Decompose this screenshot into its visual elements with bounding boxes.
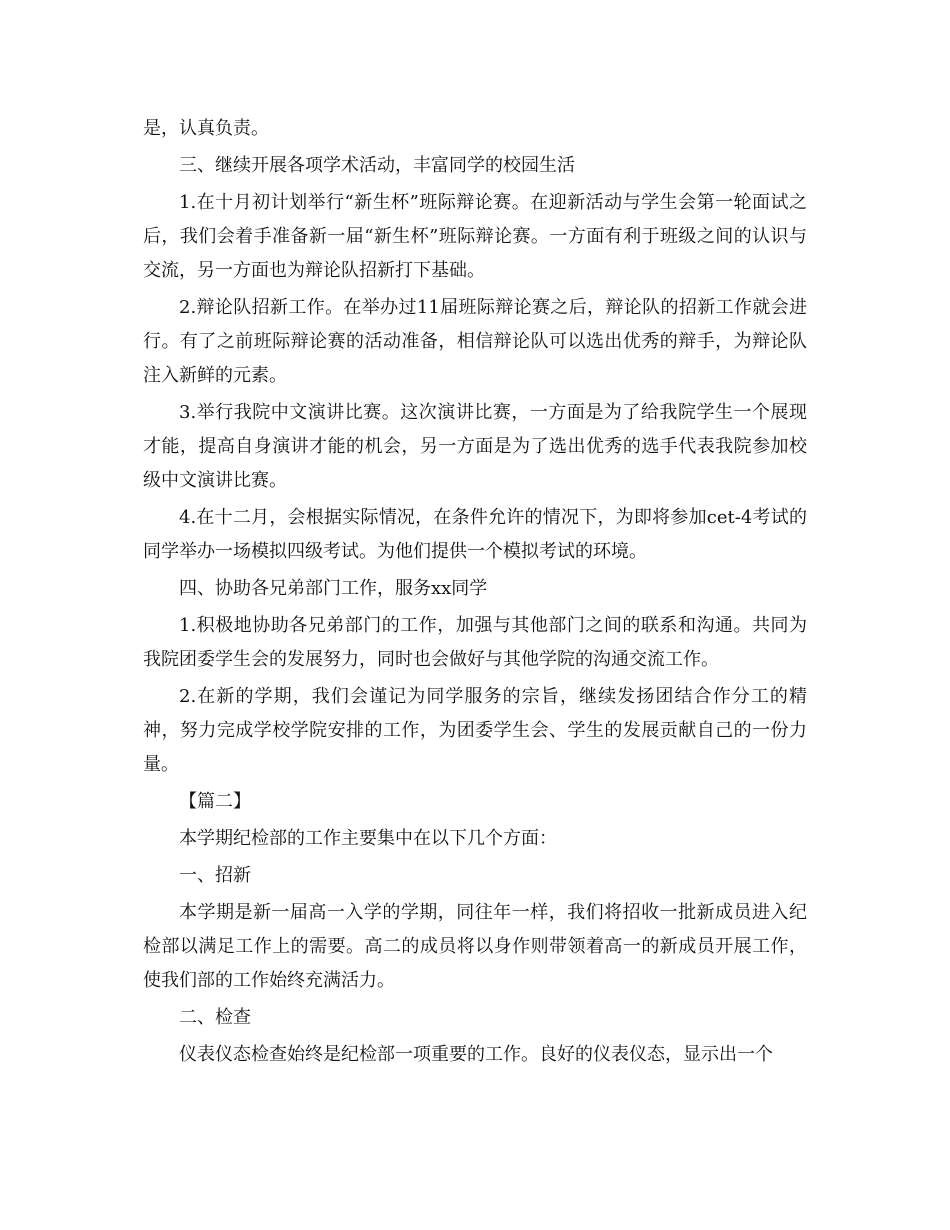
paragraph-item-5: 1.积极地协助各兄弟部门的工作，加强与其他部门之间的联系和沟通。共同为我院团委学生会的发展努力，同时也会做好与其他学院的沟通交流工作。 xyxy=(143,615,807,670)
paragraph-continuation: 是，认真负责。 xyxy=(143,118,269,139)
paragraph-item-4: 4.在十二月，会根据实际情况，在条件允许的情况下，为即将参加cet-4考试的同学举办一场模拟四级考试。为他们提供一个模拟考试的环境。 xyxy=(143,507,807,562)
paragraph-item-6: 2.在新的学期，我们会谨记为同学服务的宗旨，继续发扬团结合作分工的精神，努力完成学校学院安排的工作，为团委学生会、学生的发展贡献自己的一份力量。 xyxy=(143,686,807,775)
paragraph-item-1: 1.在十月初计划举行“新生杯”班际辩论赛。在迎新活动与学生会第一轮面试之后，我们会着手准备新一届“新生杯”班际辩论赛。一方面有利于班级之间的认识与交流，另一方面也为辩论队招新打下基础。 xyxy=(143,192,807,281)
paragraph-item-3: 3.举行我院中文演讲比赛。这次演讲比赛，一方面是为了给我院学生一个展现才能，提高自身演讲才能的机会，另一方面是为了选出优秀的选手代表我院参加校级中文演讲比赛。 xyxy=(143,402,807,491)
section-heading-inspect: 二、检查 xyxy=(179,1007,251,1028)
section-heading-4: 四、协助各兄弟部门工作，服务xx同学 xyxy=(179,578,488,599)
paragraph-intro: 本学期纪检部的工作主要集中在以下几个方面： xyxy=(179,828,557,849)
document-body xyxy=(143,112,807,1075)
part-heading: 【篇二】 xyxy=(179,791,251,812)
paragraph-inspect: 仪表仪态检查始终是纪检部一项重要的工作。良好的仪表仪态，显示出一个 xyxy=(179,1044,773,1065)
paragraph-recruit: 本学期是新一届高一入学的学期，同往年一样，我们将招收一批新成员进入纪检部以满足工作上的需要。高二的成员将以身作则带领着高一的新成员开展工作，使我们部的工作始终充满活力。 xyxy=(143,902,807,991)
section-heading-3: 三、继续开展各项学术活动，丰富同学的校园生活 xyxy=(179,155,575,176)
paragraph-item-2: 2.辩论队招新工作。在举办过11届班际辩论赛之后，辩论队的招新工作就会进行。有了之前班际辩论赛的活动准备，相信辩论队可以选出优秀的辩手，为辩论队注入新鲜的元素。 xyxy=(143,297,807,386)
section-heading-recruit: 一、招新 xyxy=(179,865,251,886)
